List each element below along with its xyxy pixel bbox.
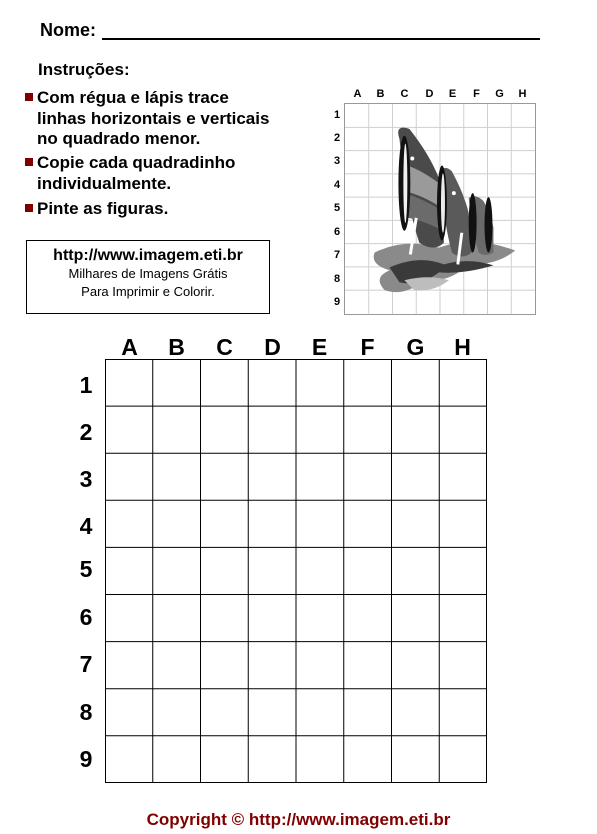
grid-col-label: A (121, 334, 138, 360)
grid-row-label: 1 (79, 372, 93, 398)
grid-col-label: B (168, 334, 185, 360)
ref-row-label: 6 (334, 226, 341, 238)
ref-row-label: 1 (334, 109, 341, 121)
ref-row-label: 4 (334, 179, 341, 191)
bullet-square-icon (25, 204, 33, 212)
grid-row-label: 7 (79, 651, 93, 677)
ref-row-label: 3 (334, 155, 341, 167)
drawing-grid-area (70, 334, 490, 784)
grid-row-label: 8 (79, 699, 93, 725)
name-field-row (40, 20, 540, 42)
reference-picture (334, 88, 536, 316)
ref-col-label: D (425, 88, 434, 100)
reference-grid (344, 103, 536, 315)
instructions-title: Instruções: (38, 60, 130, 79)
grid-row-label: 3 (79, 466, 93, 492)
copyright-footer: Copyright © http://www.imagem.eti.br (146, 810, 451, 829)
ref-row-label: 9 (334, 296, 341, 308)
grid-row-label: 2 (79, 419, 93, 445)
grid-col-label: D (264, 334, 281, 360)
instruction-text: Pinte as figuras. (37, 199, 169, 218)
ref-col-label: C (400, 88, 409, 100)
bullet-square-icon (25, 93, 33, 101)
instruction-item-1 (25, 88, 325, 150)
ref-row-label: 2 (334, 132, 341, 144)
ref-col-label: G (495, 88, 504, 100)
grid-row-label: 4 (79, 513, 93, 539)
ref-col-label: E (448, 88, 457, 100)
grid-col-label: E (311, 334, 328, 360)
ref-col-label: A (353, 88, 362, 100)
instruction-text: Copie cada quadradinho individualmente. (37, 153, 236, 193)
name-label: Nome: (40, 20, 97, 40)
grid-col-label: C (216, 334, 233, 360)
name-line[interactable] (102, 38, 540, 40)
drawing-grid[interactable] (105, 359, 487, 783)
bullet-square-icon (25, 158, 33, 166)
instruction-item-3 (25, 199, 325, 221)
promo-box (26, 240, 270, 314)
ref-col-label: B (376, 88, 385, 100)
ref-col-label: F (473, 88, 480, 100)
ref-row-label: 5 (334, 202, 341, 214)
promo-url[interactable]: http://www.imagem.eti.br (53, 247, 243, 264)
instruction-item-2 (25, 153, 325, 195)
grid-col-label: F (360, 334, 375, 360)
grid-row-label: 9 (79, 746, 93, 772)
ref-col-label: H (518, 88, 527, 100)
grid-row-label: 5 (79, 556, 93, 582)
instruction-text: Com régua e lápis trace linhas horizontais e verticais no quadrado menor. (37, 88, 270, 148)
grid-col-label: H (454, 334, 471, 360)
ref-row-label: 8 (334, 273, 341, 285)
boat-illustration (374, 128, 516, 293)
grid-row-label: 6 (79, 604, 93, 630)
ref-row-label: 7 (334, 249, 341, 261)
grid-col-label: G (406, 334, 425, 360)
promo-line-1: Milhares de Imagens Grátis (68, 266, 228, 281)
promo-line-2: Para Imprimir e Colorir. (81, 284, 215, 299)
